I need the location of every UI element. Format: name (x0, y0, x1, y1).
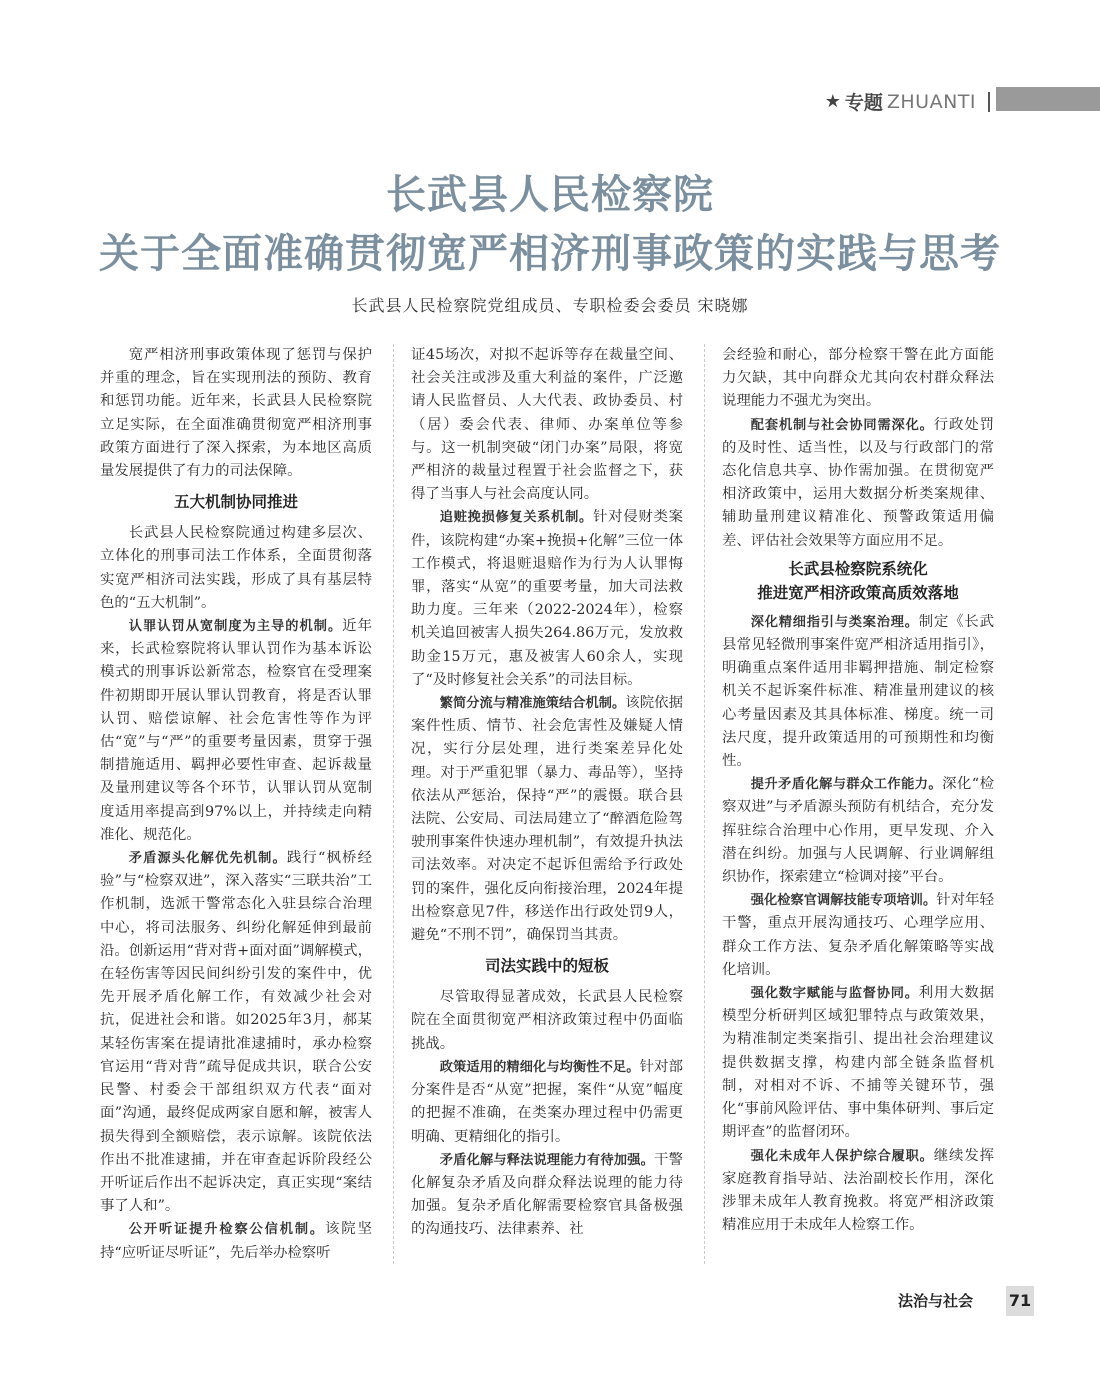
section-heading: 五大机制协同推进 (173, 493, 298, 512)
paragraph-text: 干警化解复杂矛盾及向群众释法说理的能力待加强。复杂矛盾化解需要检察官具备极强的沟通技巧、法律素养、社 (411, 1151, 683, 1238)
column-2 (411, 344, 683, 1242)
paragraph-text: 针对侵财类案件，该院构建“办案+挽损+化解”三位一体工作模式，将退赃退赔作为行为人认罪悔罪，落实“从宽”的重要考量，加大司法救助力度。三年来（2022-2024年），检察机关追回被害人损失264.86万元，发放救助金15万元，惠及被害人60余人，实现了“及时修复社会关系”的司法目标。 (411, 509, 683, 688)
paragraph-text: 践行“枫桥经验”与“检察双进”，深入落实“三联共治”工作机制，选派干警常态化入驻县综合治理中心，将司法服务、纠纷化解延伸到最前沿。创新运用“背对背+面对面”调解模式，在轻伤害等因民间纠纷引发的案件中，优先开展矛盾化解工作，有效减少社会对抗，促进社会和谐。如2025年3月，郝某某轻伤害案在提请批准逮捕时，承办检察官运用“背对背”疏导促成共识，联合公安民警、村委会干部组织双方代表“面对面”沟通，最终促成两家自愿和解，被害人损失得到全额赔偿，表示谅解。该院依法作出不批准逮捕，并在审查起诉阶段经公开听证后作出不起诉决定，真正实现“案结事了人和”。 (100, 850, 373, 1215)
section-name-en: ZHUANTI (886, 90, 976, 113)
paragraph-text: 近年来，长武检察院将认罪认罚作为基本诉讼模式的刑事诉讼新常态，检察官在受理案件初期即开展认罪认罚教育，将是否认罪认罚、赔偿谅解、社会危害性等作为评估“宽”与“严”的重要考量因素，贯穿于强制措施适用、羁押必要性审查、起诉裁量及量刑建议等各个环节，认罪认罚从宽制度适用率提高到97%以上，并持续走向精准化、规范化。 (100, 618, 372, 843)
paragraph-lead: 深化精细指引与类案治理。 (750, 614, 919, 630)
author-byline: 长武县人民检察院党组成员、专职检委会委员 宋晓娜 (351, 296, 749, 315)
paragraph-text: 深化“检察双进”与矛盾源头预防有机结合，充分发挥驻综合治理中心作用，更早发现、介入潜在纠纷。加强与人民调解、行业调解组织协作，探索建立“检调对接”平台。 (722, 776, 995, 886)
body-paragraph (722, 889, 994, 982)
body-paragraph (722, 773, 994, 889)
paragraph-lead: 提升矛盾化解与群众工作能力。 (750, 777, 943, 793)
paragraph-text: 制定《长武县常见轻微刑事案件宽严相济适用指引》，明确重点案件适用非羁押措施、制定检察机关不起诉案件标准、精准量刑建议的核心考量因素及其具体标准、梯度。统一司法尺度，提升政策适用的可预期性和均衡性。 (722, 613, 994, 770)
paragraph-lead: 矛盾源头化解优先机制。 (128, 851, 287, 867)
body-paragraph (411, 1056, 683, 1149)
section-name-cn: 专题 (844, 92, 883, 114)
body-paragraph (411, 506, 683, 692)
paragraph-text: 该院坚持“应听证尽听证”，先后举办检察听 (100, 1221, 372, 1261)
body-paragraph (722, 982, 994, 1144)
article-title-line2: 关于全面准确贯彻宽严相济刑事政策的实践与思考 (99, 230, 1001, 277)
body-paragraph (411, 1149, 683, 1242)
body-paragraph (411, 692, 683, 947)
section-heading (722, 557, 994, 605)
body-paragraph: 证45场次，对拟不起诉等存在裁量空间、社会关注或涉及重大利益的案件，广泛邀请人民监督员、人大代表、政协委员、村（居）委会代表、律师、办案单位等参与。这一机制突破“闭门办案”局限，将宽严相济的裁量过程置于社会监督之下，获得了当事人与社会高度认同。 (411, 347, 683, 503)
paragraph-lead: 矛盾化解与释法说理能力有待加强。 (439, 1152, 655, 1168)
paragraph-lead: 强化未成年人保护综合履职。 (750, 1148, 934, 1164)
section-heading-line1: 长武县检察院系统化 (788, 559, 928, 578)
section-tag (825, 88, 990, 115)
section-heading: 司法实践中的短板 (484, 957, 609, 976)
body-paragraph: 尽管取得显著成效，长武县人民检察院在全面贯彻宽严相济政策过程中仍面临挑战。 (411, 989, 683, 1052)
page-number: 71 (1006, 1286, 1034, 1316)
article-title-line1: 长武县人民检察院 (386, 171, 714, 218)
paragraph-lead: 追赃挽损修复关系机制。 (439, 510, 593, 526)
paragraph-text: 继续发挥家庭教育指导站、法治副校长作用，深化涉罪未成年人教育挽救。将宽严相济政策精准应用于未成年人检察工作。 (722, 1147, 994, 1234)
paragraph-lead: 政策适用的精细化与均衡性不足。 (439, 1059, 640, 1075)
header-bar (996, 87, 1100, 111)
body-paragraph (100, 847, 372, 1218)
paragraph-text: 针对部分案件是否“从宽”把握，案件“从宽”幅度的把握不准确，在类案办理过程中仍需更明确、更精细化的指引。 (411, 1058, 683, 1145)
section-heading-line2: 推进宽严相济政策高质效落地 (757, 583, 959, 602)
body-paragraph: 会经验和耐心，部分检察干警在此方面能力欠缺，其中向群众尤其向农村群众释法说理能力不强尤为突出。 (722, 347, 994, 410)
paragraph-lead: 繁简分流与精准施策结合机制。 (439, 696, 626, 712)
paragraph-lead: 强化检察官调解技能专项培训。 (750, 893, 937, 909)
column-divider (393, 344, 395, 1264)
body-paragraph (722, 414, 994, 553)
journal-name: 法治与社会 (898, 1292, 974, 1310)
star-icon: ★ (824, 91, 841, 112)
paragraph-text: 针对年轻干警，重点开展沟通技巧、心理学应用、群众工作方法、复杂矛盾化解策略等实战化培训。 (722, 892, 994, 978)
paragraph-lead: 认罪认罚从宽制度为主导的机制。 (128, 619, 343, 635)
body-paragraph (100, 1218, 372, 1264)
paragraph-text: 利用大数据模型分析研判区域犯罪特点与政策效果，为精准制定类案指引、提出社会治理建议提供数据支撑，构建内部全链条监督机制，对相对不诉、不捕等关键环节，强化“事前风险评估、事中集体研判、事后定期评查”的监督闭环。 (722, 985, 994, 1141)
paragraph-text: 该院依据案件性质、情节、社会危害性及嫌疑人情况，实行分层处理，进行类案差异化处理。对于严重犯罪（暴力、毒品等），坚持依法从严惩治，保持“严”的震慑。联合县法院、公安局、司法局建立了“醉酒危险驾驶刑事案件快速办理机制”，有效提升执法司法效率。对决定不起诉但需给予行政处罚的案件，强化反向衔接治理，2024年提出检察意见7件，移送作出行政处罚9人，避免“不刑不罚”，确保罚当其责。 (411, 695, 683, 944)
column-3 (722, 344, 994, 1237)
section-divider (988, 92, 990, 112)
body-paragraph (722, 1145, 994, 1238)
paragraph-lead: 强化数字赋能与监督协同。 (750, 986, 919, 1002)
intro-paragraph: 宽严相济刑事政策体现了惩罚与保护并重的理念，旨在实现刑法的预防、教育和惩罚功能。近年来，长武县人民检察院立足实际，在全面准确贯彻宽严相济刑事政策方面进行了深入探索，为本地区高质量发展提供了有力的司法保障。 (100, 347, 372, 480)
column-divider (704, 344, 706, 1264)
column-1 (100, 344, 372, 1265)
body-paragraph (100, 615, 372, 847)
paragraph-text: 行政处罚的及时性、适当性，以及与行政部门的常态化信息共享、协作需加强。在贯彻宽严相济政策中，运用大数据分析类案规律、辅助量刑建议精准化、预警政策适用偏差、评估社会效果等方面应用不足。 (722, 416, 994, 549)
paragraph-lead: 配套机制与社会协同需深化。 (750, 417, 934, 433)
paragraph-lead: 公开听证提升检察公信机制。 (128, 1222, 326, 1238)
body-paragraph (722, 611, 994, 773)
body-paragraph: 长武县人民检察院通过构建多层次、立体化的刑事司法工作体系，全面贯彻落实宽严相济司法实践，形成了具有基层特色的“五大机制”。 (100, 525, 372, 611)
